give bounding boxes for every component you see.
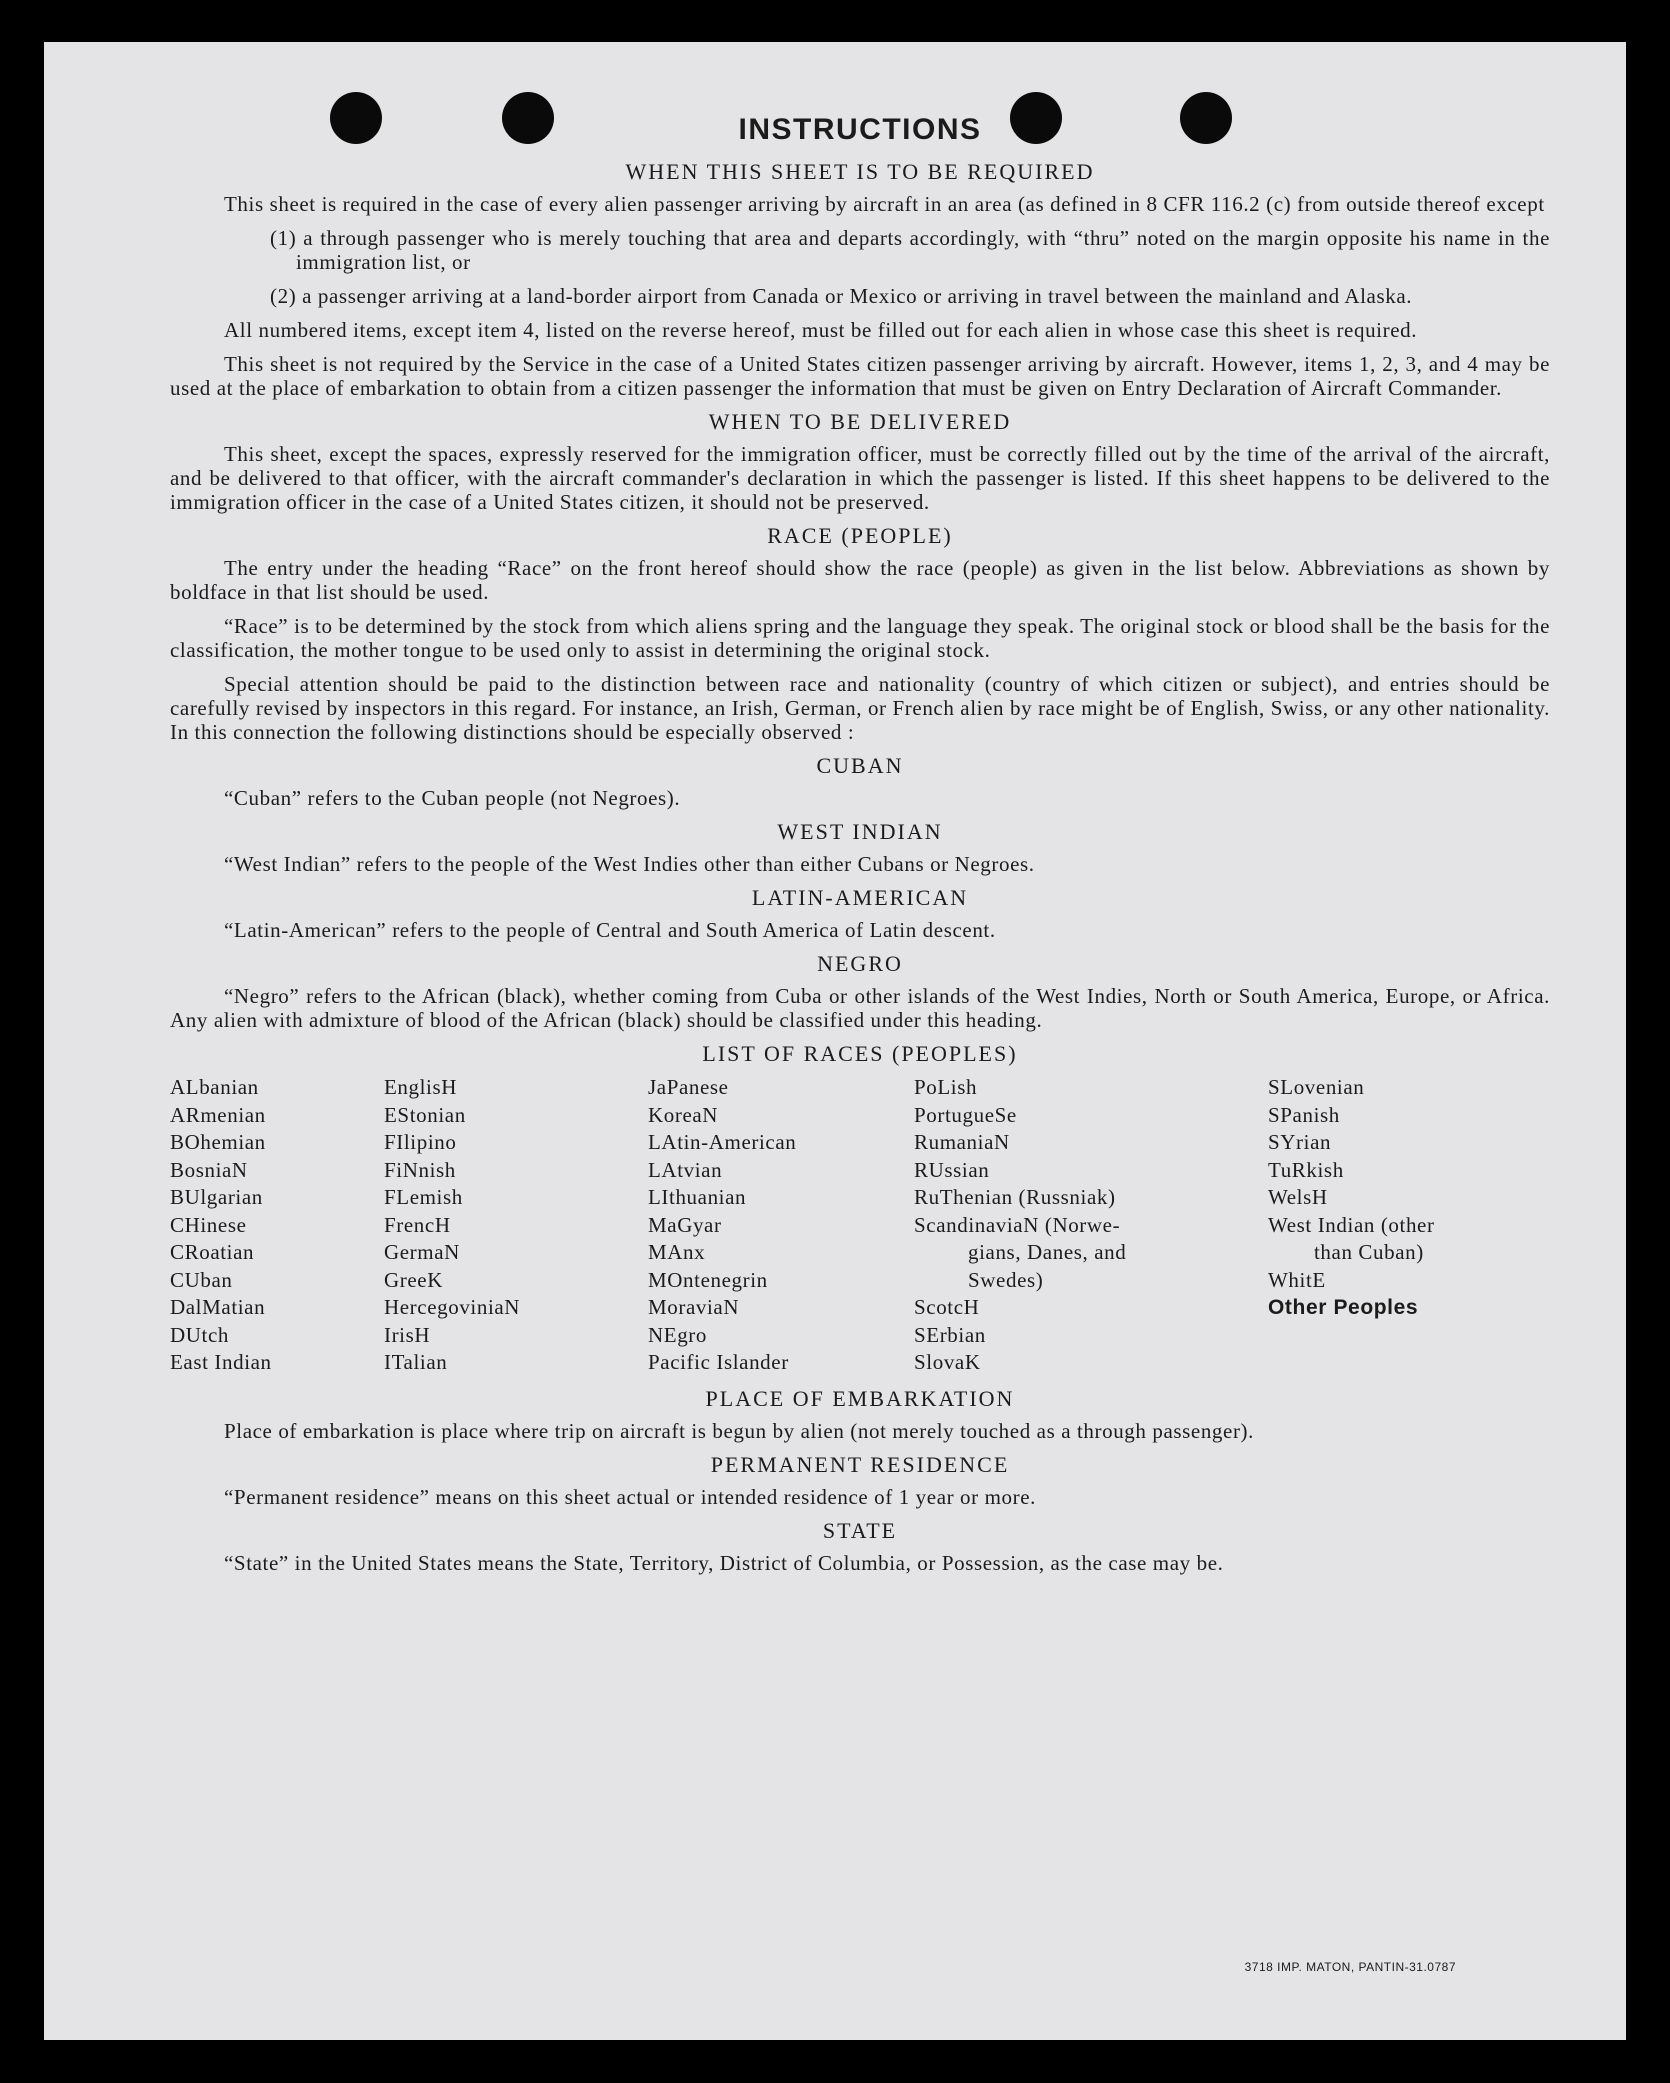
- race-entry: RUssian: [914, 1157, 990, 1182]
- paragraph: Special attention should be paid to the distinction between race and nationality (country of which citizen or subject), and entries should be carefully revised by inspectors in this regard. For instance, an Irish, German, or French alien by race might be of English, Swiss, or any other nationality. In this connection the following distinctions should be especially observed :: [170, 672, 1550, 744]
- race-entry: ITalian: [384, 1350, 448, 1374]
- paragraph: The entry under the heading “Race” on the front hereof should show the race (people) as given in the list below. Abbreviations as shown by boldface in that list should be used.: [170, 556, 1550, 604]
- paragraph: This sheet, except the spaces, expressly reserved for the immigration officer, must be correctly filled out by the time of the arrival of the aircraft, and be delivered to that officer, with the aircraft commander's declaration in which the passenger is listed. If this sheet happens to be delivered to the immigration officer in the case of a United States citizen, it should not be preserved.: [170, 442, 1550, 514]
- heading-when-required: WHEN THIS SHEET IS TO BE REQUIRED: [625, 159, 1095, 184]
- list-item: (1) a through passenger who is merely touching that area and departs accordingly, with “thru” noted on the margin opposite his name in the immigration list, or: [270, 226, 1550, 274]
- document-sheet: [44, 42, 1626, 2040]
- paragraph: Place of embarkation is place where trip on aircraft is begun by alien (not merely touched as a through passenger).: [224, 1418, 1254, 1443]
- race-entry: LIthuanian: [648, 1185, 747, 1209]
- race-entry: BUlgarian: [170, 1185, 263, 1209]
- race-entry: FLemish: [384, 1185, 463, 1209]
- paragraph: This sheet is required in the case of every alien passenger arriving by aircraft in an area (as defined in 8 CFR 116.2 (c) from outside thereof except: [224, 192, 1545, 216]
- race-entry: WhitE: [1268, 1267, 1326, 1292]
- race-entry: SPanish: [1268, 1102, 1340, 1127]
- race-entry: EnglisH: [384, 1075, 458, 1099]
- paragraph: “Cuban” refers to the Cuban people (not Negroes).: [224, 786, 681, 810]
- paragraph: “Race” is to be determined by the stock from which aliens spring and the language they speak. The original stock or blood shall be the basis for the classification, the mother tongue to be used only to assist in determining the original stock.: [170, 614, 1550, 662]
- heading-permanent-residence: PERMANENT RESIDENCE: [710, 1451, 1010, 1477]
- race-entry: DUtch: [170, 1322, 229, 1347]
- race-entry: PortugueSe: [914, 1102, 1017, 1127]
- race-entry: GreeK: [384, 1267, 443, 1292]
- instructions-content: [170, 110, 1550, 1585]
- race-entry: ScotcH: [914, 1295, 980, 1319]
- race-entry: CHinese: [170, 1212, 247, 1237]
- race-entry: SYrian: [1268, 1130, 1332, 1154]
- race-entry: DalMatian: [170, 1295, 266, 1319]
- heading-when-delivered: WHEN TO BE DELIVERED: [708, 409, 1012, 434]
- list-item: (2) a passenger arriving at a land-border airport from Canada or Mexico or arriving in travel between the mainland and Alaska.: [270, 284, 1413, 308]
- paragraph: “Latin-American” refers to the people of Central and South America of Latin descent.: [224, 918, 996, 942]
- race-entry: SlovaK: [914, 1350, 981, 1374]
- race-entry: EStonian: [384, 1102, 466, 1127]
- race-entry: KoreaN: [648, 1102, 719, 1127]
- heading-race: RACE (PEOPLE): [767, 523, 953, 548]
- race-entry: TuRkish: [1268, 1157, 1344, 1182]
- heading-list-of-races: LIST OF RACES (PEOPLES): [702, 1041, 1018, 1066]
- heading-place-of-embarkation: PLACE OF EMBARKATION: [705, 1385, 1015, 1411]
- page-title: INSTRUCTIONS: [738, 113, 982, 146]
- paragraph: “State” in the United States means the State, Territory, District of Columbia, or Possession, as the case may be.: [224, 1550, 1224, 1575]
- race-entry: ALbanian: [170, 1075, 259, 1099]
- race-entry: BosniaN: [170, 1157, 248, 1182]
- race-entry: NEgro: [648, 1322, 707, 1347]
- race-entry: GermaN: [384, 1240, 460, 1264]
- race-entry: MOntenegrin: [648, 1267, 768, 1292]
- race-entry: CRoatian: [170, 1240, 255, 1264]
- race-entry: East Indian: [170, 1350, 272, 1374]
- race-entry: SErbian: [914, 1322, 986, 1347]
- race-entry: ARmenian: [170, 1102, 266, 1127]
- race-entry: PoLish: [914, 1075, 978, 1099]
- races-column: [648, 1074, 914, 1377]
- paragraph: “Negro” refers to the African (black), whether coming from Cuba or other islands of the West Indies, North or South America, Europe, or Africa. Any alien with admixture of blood of the African (black) should be classified under this heading.: [170, 984, 1550, 1032]
- races-column: [170, 1074, 384, 1377]
- race-entry: FIlipino: [384, 1130, 457, 1154]
- heading-latin-american: LATIN-AMERICAN: [751, 885, 969, 910]
- heading-state: STATE: [822, 1517, 898, 1543]
- race-entry: SLovenian: [1268, 1075, 1365, 1099]
- race-entry: West Indian (other: [1268, 1212, 1435, 1237]
- heading-west-indian: WEST INDIAN: [777, 819, 943, 844]
- race-entry: Other Peoples: [1268, 1296, 1419, 1319]
- race-entry: RuThenian (Russniak): [914, 1185, 1116, 1209]
- races-column: [914, 1074, 1268, 1377]
- race-entry: FrencH: [384, 1212, 451, 1237]
- paragraph: “Permanent residence” means on this sheet actual or intended residence of 1 year or more.: [224, 1484, 1037, 1509]
- race-entry: MAnx: [648, 1240, 706, 1264]
- races-column: [384, 1074, 648, 1377]
- race-entry-continued: gians, Danes, and: [968, 1240, 1127, 1264]
- race-entry: HercegoviniaN: [384, 1295, 521, 1319]
- paragraph: All numbered items, except item 4, listed on the reverse hereof, must be filled out for each alien in whose case this sheet is required.: [224, 318, 1418, 342]
- race-entry: Pacific Islander: [648, 1350, 789, 1374]
- race-entry: WelsH: [1268, 1185, 1328, 1209]
- race-entry: LAtvian: [648, 1157, 723, 1182]
- race-entry: CUban: [170, 1267, 233, 1292]
- race-entry: BOhemian: [170, 1130, 266, 1154]
- paragraph: “West Indian” refers to the people of the West Indies other than either Cubans or Negroes.: [224, 852, 1035, 876]
- race-entry: FiNnish: [384, 1157, 456, 1182]
- race-entry-continued: than Cuban): [1314, 1240, 1424, 1264]
- race-entry-continued: Swedes): [968, 1267, 1044, 1292]
- races-column: [1268, 1074, 1550, 1377]
- heading-cuban: CUBAN: [816, 753, 904, 778]
- race-entry: ScandinaviaN (Norwe-: [914, 1212, 1121, 1237]
- heading-negro: NEGRO: [817, 951, 903, 976]
- race-entry: MoraviaN: [648, 1295, 740, 1319]
- race-entry: LAtin-American: [648, 1130, 797, 1154]
- race-entry: JaPanese: [648, 1075, 729, 1099]
- paragraph: This sheet is not required by the Service in the case of a United States citizen passenger arriving by aircraft. However, items 1, 2, 3, and 4 may be used at the place of embarkation to obtain from a citizen passenger the information that must be given on Entry Declaration of Aircraft Commander.: [170, 352, 1550, 400]
- printer-imprint: 3718 IMP. MATON, PANTIN-31.0787: [1244, 1960, 1456, 1974]
- race-entry: RumaniaN: [914, 1130, 1010, 1154]
- race-entry: IrisH: [384, 1322, 431, 1347]
- races-table: [170, 1074, 1550, 1377]
- race-entry: MaGyar: [648, 1212, 722, 1237]
